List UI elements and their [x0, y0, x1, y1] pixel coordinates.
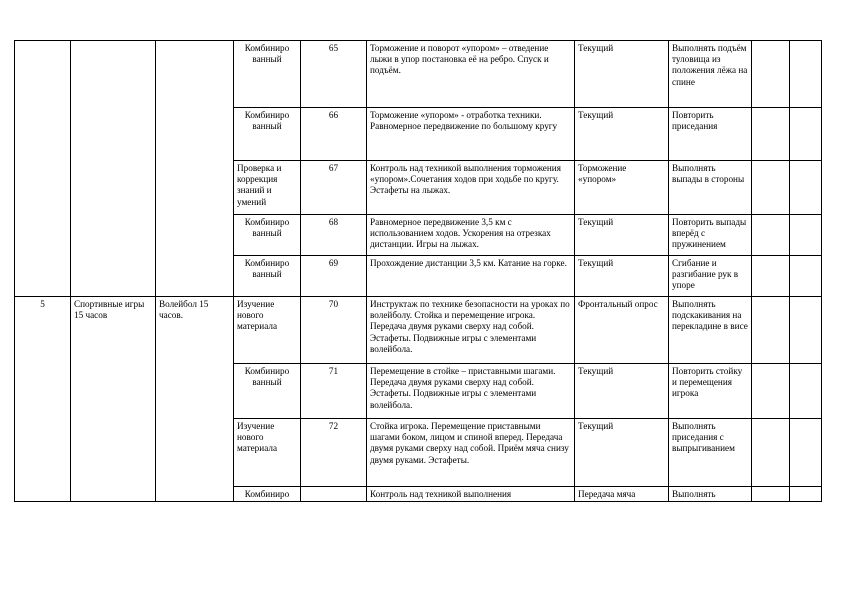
table-row: [15, 41, 822, 108]
control-type-cell: Текущий: [575, 41, 669, 108]
topic-cell: Волейбол 15 часов.: [156, 297, 234, 502]
lesson-type-cell: Изучение нового материала: [234, 297, 301, 364]
lesson-number-cell: 68: [301, 215, 367, 256]
section-number-cell: [15, 41, 71, 297]
plan-date-cell: [752, 297, 790, 364]
content-line: Контроль над техникой выполнения торможения «упором».Сочетания ходов при ходьбе по кругу. Эстафеты на лыжах.: [370, 163, 561, 196]
control-type-cell: Торможение «упором»: [575, 161, 669, 215]
homework-cell: Выполнять подъём туловища из положения лёжа на спине: [669, 41, 752, 108]
section-title-cell: Спортивные игры 15 часов: [71, 297, 156, 502]
control-type-cell: Текущий: [575, 256, 669, 297]
lesson-type-cell: Комбиниро ванный: [234, 41, 301, 108]
content-line: Инструктаж по технике безопасности на уроках по волейболу. Стойка и перемещение игрока. Передача двумя руками сверху над собой. Эстафеты. Подвижные игры с элементами волейбола.: [370, 299, 570, 354]
fact-date-cell: [790, 215, 822, 256]
lesson-content-cell: [367, 364, 575, 419]
lesson-number-cell: 65: [301, 41, 367, 108]
fact-date-cell: [790, 256, 822, 297]
lesson-content-cell: [367, 487, 575, 502]
lesson-content-cell: [367, 108, 575, 161]
plan-date-cell: [752, 108, 790, 161]
table-row: [15, 297, 822, 364]
control-type-cell: Текущий: [575, 108, 669, 161]
lesson-type-cell: Комбиниро: [234, 487, 301, 502]
control-type-cell: Текущий: [575, 364, 669, 419]
lesson-type-cell: Комбиниро ванный: [234, 364, 301, 419]
lesson-content-cell: [367, 41, 575, 108]
content-line: Равномерное передвижение по большому кругу: [370, 121, 558, 132]
lesson-number-cell: 70: [301, 297, 367, 364]
fact-date-cell: [790, 419, 822, 487]
lesson-number-cell: 69: [301, 256, 367, 297]
lesson-number-cell: 66: [301, 108, 367, 161]
lesson-content-cell: [367, 161, 575, 215]
plan-date-cell: [752, 487, 790, 502]
content-line: Стойка игрока. Перемещение приставными шагами боком, лицом и спиной вперед. Передача двумя руками сверху над собой. Приём мяча снизу двумя руками. Эстафеты.: [370, 421, 569, 465]
lesson-type-cell: Комбиниро ванный: [234, 108, 301, 161]
control-type-cell: Передача мяча: [575, 487, 669, 502]
control-type-cell: Текущий: [575, 215, 669, 256]
lesson-number-cell: 67: [301, 161, 367, 215]
topic-cell: [156, 41, 234, 297]
homework-cell: Выполнять: [669, 487, 752, 502]
homework-cell: Выполнять подскакивания на перекладине в висе: [669, 297, 752, 364]
homework-cell: Повторить приседания: [669, 108, 752, 161]
lesson-type-cell: Изучение нового материала: [234, 419, 301, 487]
homework-cell: Повторить стойку и перемещения игрока: [669, 364, 752, 419]
homework-cell: Выполнять приседания с выпрыгиванием: [669, 419, 752, 487]
plan-date-cell: [752, 364, 790, 419]
control-type-cell: Текущий: [575, 419, 669, 487]
plan-date-cell: [752, 41, 790, 108]
lesson-number-cell: 71: [301, 364, 367, 419]
lesson-number-cell: 72: [301, 419, 367, 487]
fact-date-cell: [790, 108, 822, 161]
lesson-content-cell: [367, 297, 575, 364]
fact-date-cell: [790, 364, 822, 419]
lesson-type-cell: Комбиниро ванный: [234, 256, 301, 297]
lesson-type-cell: Проверка и коррекция знаний и умений: [234, 161, 301, 215]
fact-date-cell: [790, 161, 822, 215]
plan-date-cell: [752, 256, 790, 297]
homework-cell: Повторить выпады вперёд с пружинением: [669, 215, 752, 256]
plan-date-cell: [752, 215, 790, 256]
content-line: Равномерное передвижение 3,5 км с использованием ходов. Ускорения на отрезках дистанции. Игры на лыжах.: [370, 217, 551, 250]
fact-date-cell: [790, 487, 822, 502]
control-type-cell: Фронтальный опрос: [575, 297, 669, 364]
content-line: Прохождение дистанции 3,5 км. Катание на горке.: [370, 258, 567, 268]
lesson-content-cell: [367, 215, 575, 256]
plan-date-cell: [752, 419, 790, 487]
lesson-type-cell: Комбиниро ванный: [234, 215, 301, 256]
content-line: Торможение и поворот «упором» – отведение лыжи в упор постановка её на ребро. Спуск и подъём.: [370, 43, 549, 76]
homework-cell: Выполнять выпады в стороны: [669, 161, 752, 215]
content-line: Торможение «упором» - отработка техники.: [370, 110, 542, 120]
lesson-plan-table: [14, 40, 822, 502]
fact-date-cell: [790, 297, 822, 364]
fact-date-cell: [790, 41, 822, 108]
lesson-content-cell: [367, 256, 575, 297]
section-title-cell: [71, 41, 156, 297]
lesson-content-cell: [367, 419, 575, 487]
content-line: Контроль над техникой выполнения: [370, 489, 512, 499]
content-line: Перемещение в стойке – приставными шагами. Передача двумя руками сверху над собой. Эстафеты. Подвижные игры с элементами волейбола.: [370, 366, 556, 410]
homework-cell: Сгибание и разгибание рук в упоре: [669, 256, 752, 297]
plan-date-cell: [752, 161, 790, 215]
lesson-number-cell: [301, 487, 367, 502]
section-number-cell: 5: [15, 297, 71, 502]
